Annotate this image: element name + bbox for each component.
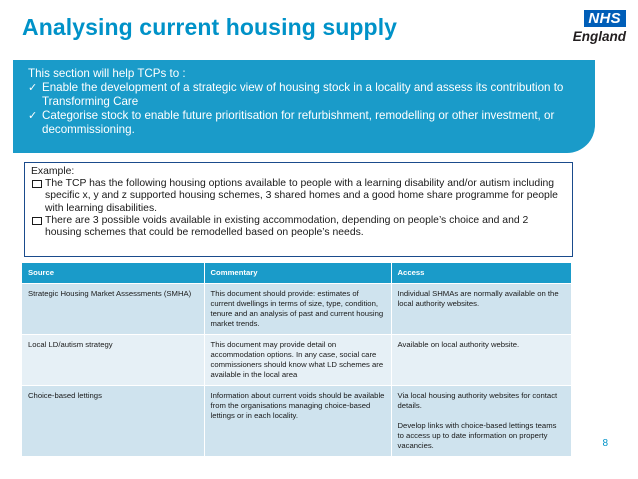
- intro-bullet-text: Enable the development of a strategic view of housing stock in a locality and assess its contribution to Transforming Care: [42, 81, 564, 108]
- access-text: Available on local authority website.: [397, 340, 520, 349]
- example-bullet: [31, 215, 566, 239]
- intro-panel: [13, 60, 595, 153]
- example-lead: Example:: [31, 166, 75, 177]
- housing-supply-table: [22, 263, 572, 456]
- access-text: Develop links with choice-based lettings teams to access up to date information on property vacancies.: [397, 421, 557, 450]
- intro-bullet: [28, 109, 583, 137]
- cell-commentary: This document may provide detail on accommodation options. In any case, social care commissioners should know what LD schemes are available in the local area: [204, 335, 391, 386]
- example-bullet: [31, 178, 566, 215]
- example-bullet-text: The TCP has the following housing options available to people with a learning disability and/or autism including specific x, y and z supported housing schemes, 3 shared homes and a good home share programme for people with learning disabilities.: [45, 178, 558, 214]
- nhs-logo-mark: NHS: [584, 10, 626, 27]
- column-header-access: Access: [391, 263, 571, 284]
- access-text: Individual SHMAs are normally available on the local authority websites.: [397, 289, 559, 308]
- column-header-commentary: Commentary: [204, 263, 391, 284]
- checkbox-icon: [32, 217, 42, 225]
- cell-commentary: Information about current voids should be available from the organisations managing choice-based lettings or in each locality.: [204, 386, 391, 457]
- intro-bullet-text: Categorise stock to enable future prioritisation for refurbishment, remodelling or other investment, or decommissioning.: [42, 109, 555, 136]
- cell-source: Choice-based lettings: [22, 386, 204, 457]
- example-box: [24, 162, 573, 257]
- table-header-row: [22, 263, 571, 284]
- checkmark-icon: ✓: [28, 110, 38, 122]
- access-text: Via local housing authority websites for contact details.: [397, 391, 558, 410]
- table-row: [22, 386, 571, 457]
- cell-source: Local LD/autism strategy: [22, 335, 204, 386]
- page-number: 8: [602, 438, 608, 449]
- intro-lead: This section will help TCPs to :: [28, 67, 186, 80]
- column-header-source: Source: [22, 263, 204, 284]
- cell-commentary: This document should provide: estimates of current dwellings in terms of size, type, condition, tenure and an analysis of past and current housing market trends.: [204, 284, 391, 335]
- table-row: [22, 335, 571, 386]
- checkbox-icon: [32, 180, 42, 188]
- nhs-logo-subtitle: England: [572, 29, 626, 44]
- nhs-england-logo: [560, 10, 626, 44]
- intro-bullet: [28, 81, 583, 109]
- cell-access: [391, 386, 571, 457]
- example-bullet-text: There are 3 possible voids available in existing accommodation, depending on people’s choice and and 2 housing schemes that could be remodelled based on people’s needs.: [45, 214, 529, 239]
- checkmark-icon: ✓: [28, 82, 38, 94]
- cell-source: Strategic Housing Market Assessments (SMHA): [22, 284, 204, 335]
- cell-access: [391, 284, 571, 335]
- table-row: [22, 284, 571, 335]
- cell-access: [391, 335, 571, 386]
- page-title: Analysing current housing supply: [22, 14, 398, 40]
